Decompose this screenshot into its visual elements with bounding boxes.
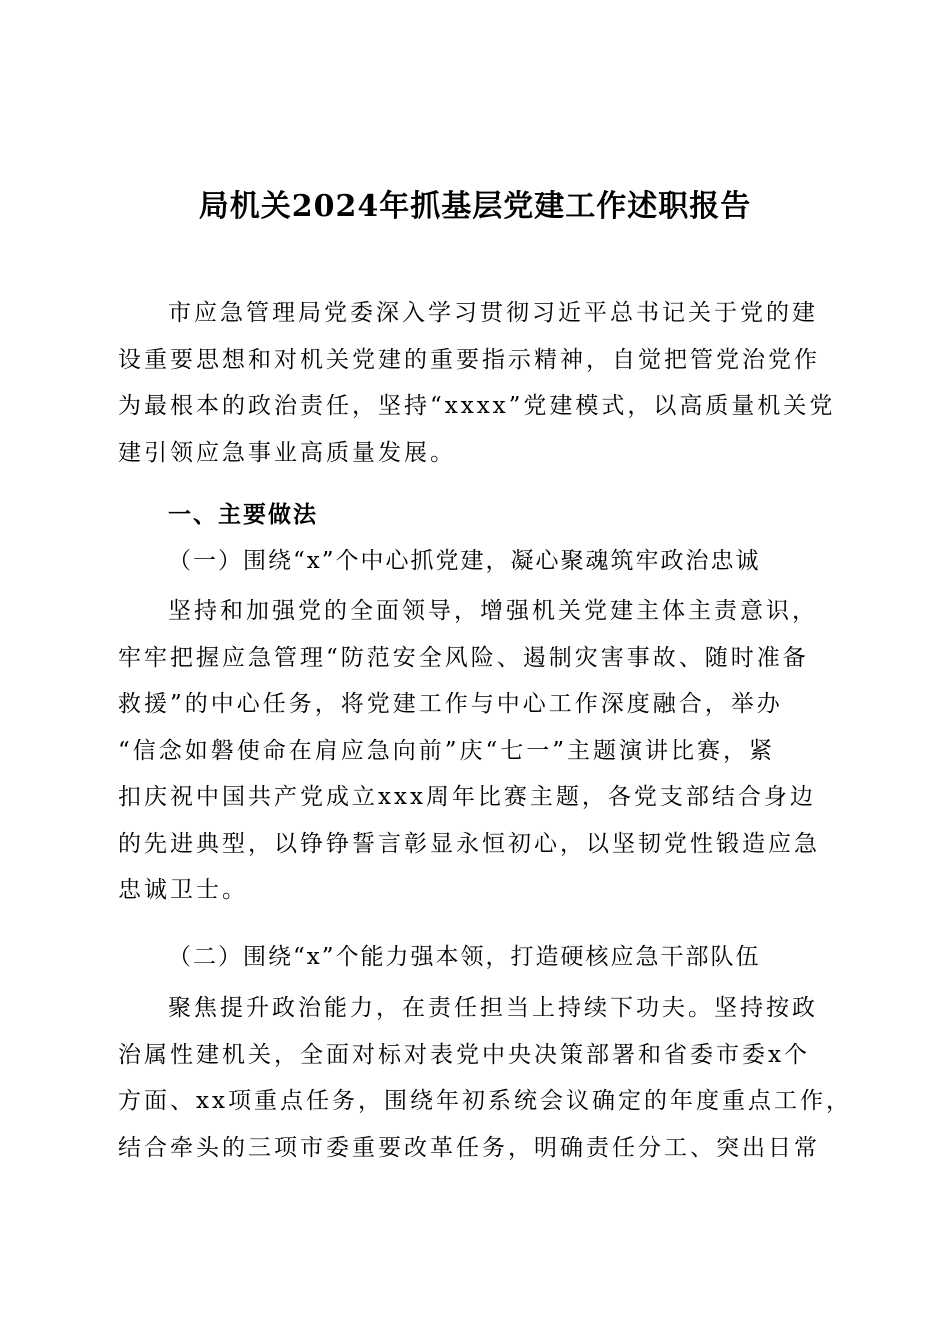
paragraph-line: 坚持和加强党的全面领导，增强机关党建主体主责意识， bbox=[168, 598, 818, 624]
paragraph-line: 建引领应急事业高质量发展。 bbox=[118, 439, 456, 466]
subsection1-paragraph bbox=[118, 588, 828, 914]
section-heading: 一、主要做法 bbox=[168, 501, 318, 528]
paragraph-line: 治属性建机关，全面对标对表党中央决策部署和省委市委x个 bbox=[118, 1041, 810, 1068]
paragraph-line: 方面、xx项重点任务，围绕年初系统会议确定的年度重点工作， bbox=[118, 1088, 852, 1114]
paragraph-line: “信念如磐使命在肩应急向前”庆“七一”主题演讲比赛，紧 bbox=[118, 737, 776, 764]
paragraph-line: 牢牢把握应急管理“防范安全风险、遏制灾害事故、随时准备 bbox=[118, 644, 809, 671]
paragraph-line: 结合牵头的三项市委重要改革任务，明确责任分工、突出日常 bbox=[118, 1134, 820, 1161]
subsection2-paragraph bbox=[118, 985, 852, 1171]
paragraph-line: 聚焦提升政治能力，在责任担当上持续下功夫。坚持按政 bbox=[168, 995, 818, 1021]
paragraph-line: 扣庆祝中国共产党成立xxx周年比赛主题，各党支部结合身边 bbox=[118, 784, 816, 810]
paragraph-line: 忠诚卫士。 bbox=[118, 877, 248, 903]
subsection-heading: （二）围绕“x”个能力强本领，打造硬核应急干部队伍 bbox=[168, 944, 761, 970]
paragraph-line: 为最根本的政治责任，坚持“xxxx”党建模式，以高质量机关党 bbox=[118, 393, 836, 419]
subsection-heading: （一）围绕“x”个中心抓党建，凝心聚魂筑牢政治忠诚 bbox=[168, 548, 761, 574]
document-title: 局机关2024年抓基层党建工作述职报告 bbox=[198, 189, 752, 224]
intro-paragraph bbox=[118, 290, 836, 476]
paragraph-line: 救援”的中心任务，将党建工作与中心工作深度融合，举办 bbox=[118, 691, 783, 717]
paragraph-line: 市应急管理局党委深入学习贯彻习近平总书记关于党的建 bbox=[168, 300, 818, 326]
paragraph-line: 的先进典型，以铮铮誓言彰显永恒初心，以坚韧党性锻造应急 bbox=[118, 830, 820, 857]
paragraph-line: 设重要思想和对机关党建的重要指示精神，自觉把管党治党作 bbox=[118, 346, 820, 373]
